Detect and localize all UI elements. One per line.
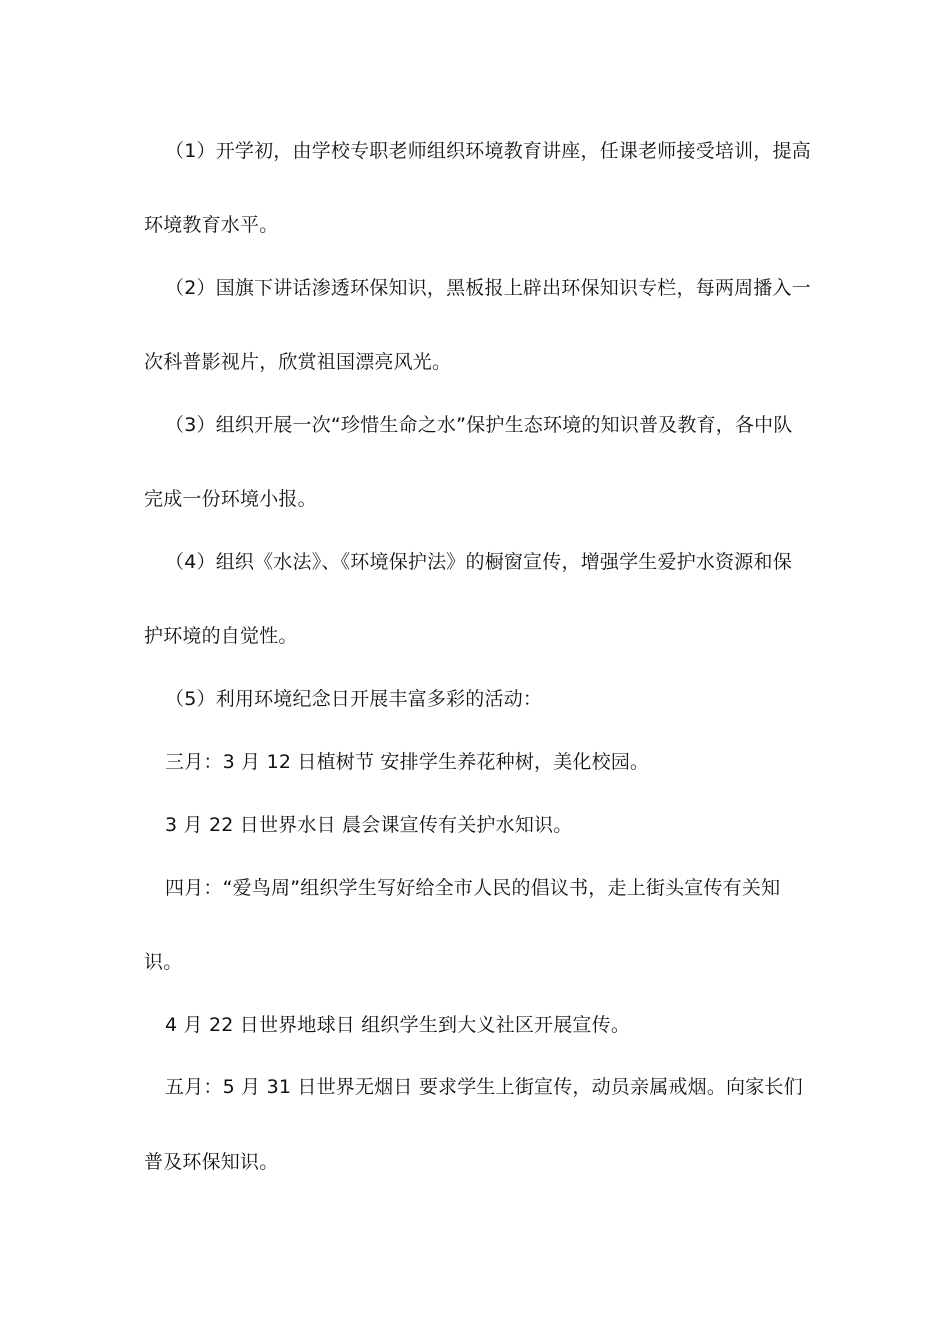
paragraph-4-line-2: 护环境的自觉性。 — [144, 625, 298, 647]
paragraph-2-line-2: 次科普影视片，欣赏祖国漂亮风光。 — [144, 351, 452, 373]
paragraph-1-line-1: （1）开学初，由学校专职老师组织环境教育讲座，任课老师接受培训，提高 — [165, 140, 811, 162]
may-activity-line-1: 五月：5 月 31 日世界无烟日 要求学生上街宣传，动员亲属戒烟。向家长们 — [165, 1076, 803, 1098]
april-activity-line-2: 识。 — [144, 951, 183, 973]
april-activity-line-1: 四月：“爱鸟周”组织学生写好给全市人民的倡议书，走上街头宣传有关知 — [165, 877, 781, 899]
paragraph-3-line-2: 完成一份环境小报。 — [144, 488, 317, 510]
paragraph-3-line-1: （3）组织开展一次“珍惜生命之水”保护生态环境的知识普及教育，各中队 — [165, 414, 793, 436]
paragraph-1-line-2: 环境教育水平。 — [144, 214, 279, 236]
paragraph-2-line-1: （2）国旗下讲话渗透环保知识，黑板报上辟出环保知识专栏，每两周播入一 — [165, 277, 811, 299]
may-activity-line-2: 普及环保知识。 — [144, 1151, 279, 1173]
march-activity-line: 三月：3 月 12 日植树节 安排学生养花种树，美化校园。 — [165, 751, 650, 773]
paragraph-5-line-1: （5）利用环境纪念日开展丰富多彩的活动： — [165, 688, 543, 710]
water-day-line: 3 月 22 日世界水日 晨会课宣传有关护水知识。 — [165, 814, 573, 836]
paragraph-4-line-1: （4）组织《水法》、《环境保护法》的橱窗宣传，增强学生爱护水资源和保 — [165, 551, 792, 573]
earth-day-line: 4 月 22 日世界地球日 组织学生到大义社区开展宣传。 — [165, 1014, 631, 1036]
